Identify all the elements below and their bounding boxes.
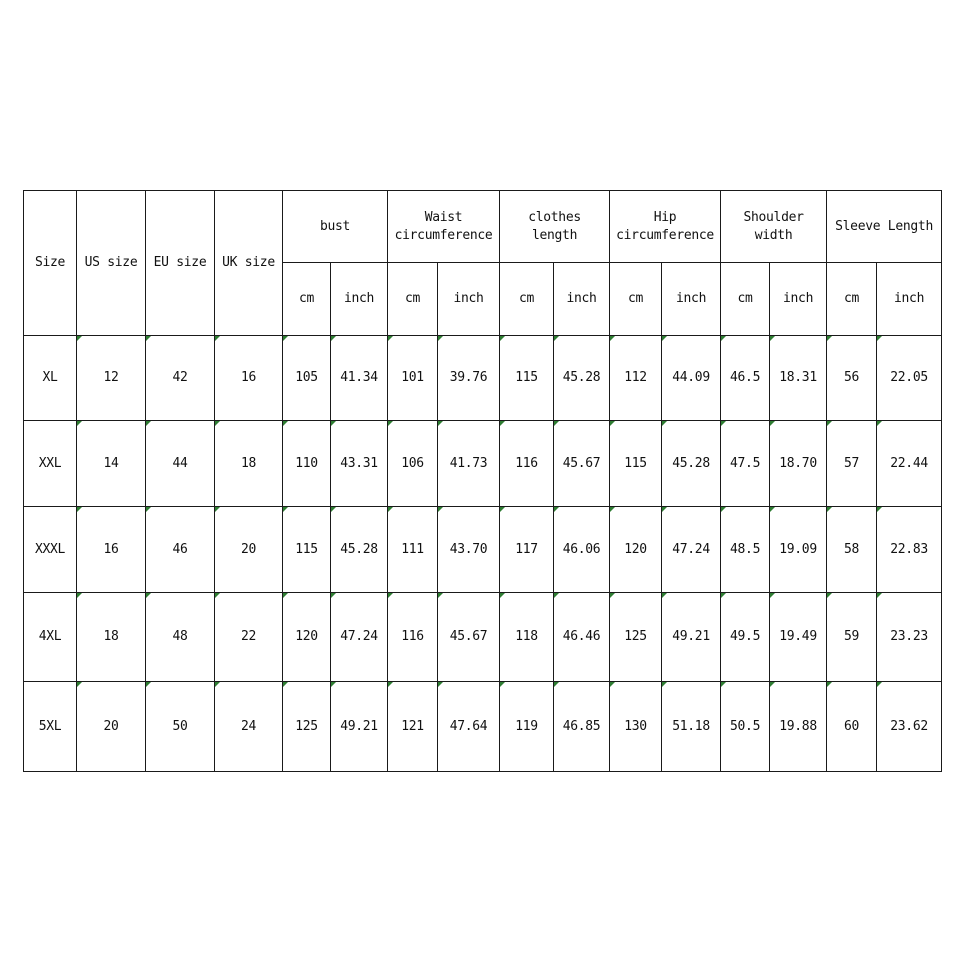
size-cell: 5XL: [24, 682, 77, 772]
unit-inch: inch: [662, 263, 721, 336]
hip-cm-cell: [610, 507, 662, 593]
table-row: [24, 593, 942, 682]
cell-marker-icon: [662, 421, 667, 426]
header-row-groups: [24, 191, 942, 263]
hip-cm-cell: [610, 421, 662, 507]
hip-inch-value: 44.09: [672, 370, 710, 385]
waist-cm-cell: [388, 336, 438, 421]
waist-inch-value: 39.76: [449, 370, 488, 385]
length-cm-value: 117: [515, 541, 538, 557]
bust-cm-cell: [283, 507, 331, 593]
cell-marker-icon: [770, 336, 775, 341]
waist-cm-value: 106: [401, 455, 424, 471]
sleeve-inch-value: 22.05: [890, 370, 928, 385]
length-inch-value: 45.28: [562, 370, 601, 385]
sleeve-cm-cell: [827, 421, 877, 507]
table-row: [24, 336, 942, 421]
sleeve-inch-value: 23.62: [890, 718, 928, 734]
sleeve-cm-cell: [827, 682, 877, 772]
bust-cm-cell: [283, 593, 331, 682]
length-inch-cell: [554, 421, 610, 507]
bust-inch-value: 43.31: [340, 455, 378, 471]
header-hip-label-2: circumference: [616, 227, 714, 243]
cell-marker-icon: [877, 593, 882, 598]
hip-cm-cell: [610, 682, 662, 772]
cell-marker-icon: [283, 421, 288, 426]
header-bust: [283, 191, 388, 263]
cell-marker-icon: [146, 593, 151, 598]
shoulder-inch-cell: [770, 682, 827, 772]
cell-marker-icon: [283, 682, 288, 687]
header-sleeve-length-label: Sleeve Length: [835, 218, 933, 234]
size-cell: XXL: [24, 421, 77, 507]
cell-marker-icon: [662, 593, 667, 598]
bust-inch-value: 45.28: [340, 541, 378, 557]
cell-marker-icon: [438, 507, 443, 512]
unit-inch: inch: [554, 263, 610, 336]
cell-marker-icon: [388, 336, 393, 341]
length-cm-cell: [500, 421, 554, 507]
cell-marker-icon: [331, 421, 336, 426]
eu-size-cell: [146, 593, 215, 682]
unit-inch: inch: [770, 263, 827, 336]
hip-inch-cell: [662, 593, 721, 682]
table-row: [24, 421, 942, 507]
length-inch-cell: [554, 593, 610, 682]
length-cm-value: 118: [515, 629, 538, 644]
bust-cm-value: 110: [295, 455, 318, 471]
shoulder-cm-value: 48.5: [729, 541, 761, 557]
length-inch-value: 45.67: [562, 455, 601, 471]
cell-marker-icon: [331, 507, 336, 512]
sleeve-inch-cell: [877, 507, 942, 593]
waist-inch-value: 41.73: [449, 455, 488, 471]
cell-marker-icon: [77, 421, 82, 426]
waist-cm-value: 116: [401, 629, 424, 644]
cell-marker-icon: [500, 682, 505, 687]
waist-cm-value: 101: [401, 370, 424, 385]
length-cm-cell: [500, 507, 554, 593]
hip-cm-value: 112: [624, 370, 647, 385]
size-cell: 4XL: [24, 593, 77, 682]
cell-marker-icon: [388, 507, 393, 512]
cell-marker-icon: [500, 507, 505, 512]
cell-marker-icon: [215, 682, 220, 687]
cell-marker-icon: [721, 507, 726, 512]
bust-inch-cell: [331, 593, 388, 682]
cell-marker-icon: [877, 336, 882, 341]
length-cm-value: 119: [515, 718, 538, 734]
bust-inch-cell: [331, 421, 388, 507]
cell-marker-icon: [610, 507, 615, 512]
waist-cm-cell: [388, 421, 438, 507]
cell-marker-icon: [827, 336, 832, 341]
eu-size-cell: [146, 336, 215, 421]
waist-inch-value: 47.64: [449, 718, 488, 734]
cell-marker-icon: [554, 593, 559, 598]
waist-inch-value: 45.67: [449, 629, 488, 644]
uk-size-cell: [215, 682, 283, 772]
bust-inch-cell: [331, 682, 388, 772]
cell-marker-icon: [146, 421, 151, 426]
cell-marker-icon: [331, 336, 336, 341]
bust-cm-value: 105: [295, 370, 318, 385]
length-inch-cell: [554, 682, 610, 772]
header-uk-size: UK size: [215, 191, 283, 336]
us-size-value: 16: [103, 541, 119, 557]
cell-marker-icon: [215, 593, 220, 598]
cell-marker-icon: [388, 682, 393, 687]
length-inch-cell: [554, 336, 610, 421]
header-clothes-length-label: clothes: [528, 209, 581, 225]
sleeve-inch-value: 22.44: [890, 455, 928, 471]
unit-cm: cm: [721, 263, 770, 336]
header-shoulder-label-2: width: [754, 227, 793, 243]
cell-marker-icon: [610, 336, 615, 341]
length-cm-cell: [500, 682, 554, 772]
cell-marker-icon: [215, 507, 220, 512]
unit-cm: cm: [500, 263, 554, 336]
uk-size-value: 22: [240, 629, 257, 644]
us-size-value: 18: [103, 629, 119, 644]
cell-marker-icon: [610, 421, 615, 426]
cell-marker-icon: [77, 336, 82, 341]
bust-inch-cell: [331, 507, 388, 593]
uk-size-cell: [215, 507, 283, 593]
length-inch-value: 46.06: [562, 541, 601, 557]
shoulder-cm-cell: [721, 421, 770, 507]
cell-marker-icon: [283, 507, 288, 512]
shoulder-inch-value: 18.31: [779, 370, 817, 385]
hip-cm-value: 120: [624, 541, 647, 557]
bust-inch-value: 41.34: [340, 370, 378, 385]
cell-marker-icon: [146, 507, 151, 512]
header-shoulder-label: Shoulder: [743, 209, 804, 225]
cell-marker-icon: [554, 336, 559, 341]
waist-cm-cell: [388, 682, 438, 772]
waist-inch-cell: [438, 336, 500, 421]
sleeve-inch-cell: [877, 421, 942, 507]
us-size-cell: [77, 593, 146, 682]
cell-marker-icon: [721, 593, 726, 598]
hip-cm-value: 125: [624, 629, 647, 644]
hip-inch-value: 45.28: [672, 455, 710, 471]
bust-cm-value: 115: [295, 541, 318, 557]
cell-marker-icon: [877, 421, 882, 426]
cell-marker-icon: [146, 336, 151, 341]
shoulder-inch-cell: [770, 507, 827, 593]
header-hip: [610, 191, 721, 263]
bust-cm-value: 125: [295, 718, 318, 734]
us-size-cell: [77, 336, 146, 421]
cell-marker-icon: [721, 421, 726, 426]
eu-size-value: 48: [172, 629, 188, 644]
us-size-value: 14: [103, 455, 119, 471]
bust-cm-value: 120: [295, 629, 318, 644]
eu-size-cell: [146, 507, 215, 593]
unit-cm: cm: [283, 263, 331, 336]
hip-cm-cell: [610, 336, 662, 421]
sleeve-cm-cell: [827, 593, 877, 682]
hip-inch-value: 49.21: [672, 629, 710, 644]
cell-marker-icon: [770, 682, 775, 687]
cell-marker-icon: [770, 507, 775, 512]
cell-marker-icon: [77, 593, 82, 598]
length-inch-value: 46.85: [562, 718, 601, 734]
header-shoulder: [721, 191, 827, 263]
hip-inch-value: 47.24: [672, 541, 710, 557]
unit-cm: cm: [388, 263, 438, 336]
us-size-value: 20: [103, 718, 119, 734]
cell-marker-icon: [662, 507, 667, 512]
header-us-size: US size: [77, 191, 146, 336]
eu-size-cell: [146, 421, 215, 507]
length-cm-cell: [500, 336, 554, 421]
sleeve-cm-value: 59: [844, 629, 860, 644]
unit-inch: inch: [331, 263, 388, 336]
cell-marker-icon: [77, 682, 82, 687]
cell-marker-icon: [827, 421, 832, 426]
header-waist-label-2: circumference: [394, 227, 493, 243]
bust-inch-cell: [331, 336, 388, 421]
bust-cm-cell: [283, 421, 331, 507]
eu-size-value: 46: [172, 541, 188, 557]
cell-marker-icon: [827, 682, 832, 687]
shoulder-inch-cell: [770, 336, 827, 421]
header-eu-size: EU size: [146, 191, 215, 336]
shoulder-inch-value: 19.09: [779, 541, 817, 557]
cell-marker-icon: [554, 421, 559, 426]
shoulder-cm-cell: [721, 336, 770, 421]
cell-marker-icon: [500, 593, 505, 598]
waist-cm-value: 121: [401, 718, 424, 734]
sleeve-cm-value: 58: [844, 541, 860, 557]
cell-marker-icon: [438, 336, 443, 341]
cell-marker-icon: [388, 421, 393, 426]
waist-inch-cell: [438, 421, 500, 507]
unit-cm: cm: [610, 263, 662, 336]
cell-marker-icon: [662, 682, 667, 687]
shoulder-inch-cell: [770, 593, 827, 682]
sleeve-inch-value: 23.23: [890, 629, 928, 644]
shoulder-cm-value: 50.5: [729, 718, 761, 734]
cell-marker-icon: [500, 336, 505, 341]
waist-cm-value: 111: [401, 541, 424, 557]
header-clothes-length: [500, 191, 610, 263]
cell-marker-icon: [721, 682, 726, 687]
uk-size-cell: [215, 421, 283, 507]
hip-inch-cell: [662, 336, 721, 421]
unit-inch: inch: [438, 263, 500, 336]
sleeve-inch-value: 22.83: [890, 541, 928, 557]
cell-marker-icon: [215, 421, 220, 426]
cell-marker-icon: [331, 593, 336, 598]
hip-cm-cell: [610, 593, 662, 682]
cell-marker-icon: [77, 507, 82, 512]
waist-inch-cell: [438, 682, 500, 772]
cell-marker-icon: [283, 593, 288, 598]
length-cm-value: 115: [515, 370, 538, 385]
cell-marker-icon: [827, 507, 832, 512]
uk-size-value: 24: [240, 718, 257, 734]
cell-marker-icon: [721, 336, 726, 341]
shoulder-inch-value: 19.88: [779, 718, 817, 734]
waist-cm-cell: [388, 507, 438, 593]
waist-inch-cell: [438, 593, 500, 682]
cell-marker-icon: [283, 336, 288, 341]
cell-marker-icon: [146, 682, 151, 687]
length-cm-cell: [500, 593, 554, 682]
header-hip-label: Hip: [653, 209, 677, 225]
uk-size-value: 16: [240, 370, 257, 385]
cell-marker-icon: [554, 682, 559, 687]
hip-inch-cell: [662, 682, 721, 772]
cell-marker-icon: [877, 682, 882, 687]
size-cell: XL: [24, 336, 77, 421]
sleeve-inch-cell: [877, 336, 942, 421]
hip-inch-cell: [662, 421, 721, 507]
bust-inch-value: 49.21: [340, 718, 378, 734]
header-bust-label: bust: [319, 218, 351, 234]
header-sleeve-length: [827, 191, 942, 263]
shoulder-cm-cell: [721, 682, 770, 772]
eu-size-value: 42: [172, 370, 188, 385]
length-cm-value: 116: [515, 455, 538, 471]
table-row: [24, 682, 942, 772]
cell-marker-icon: [770, 421, 775, 426]
cell-marker-icon: [438, 593, 443, 598]
shoulder-inch-value: 18.70: [779, 455, 817, 471]
waist-cm-cell: [388, 593, 438, 682]
hip-inch-cell: [662, 507, 721, 593]
bust-cm-cell: [283, 336, 331, 421]
cell-marker-icon: [331, 682, 336, 687]
us-size-value: 12: [103, 370, 119, 385]
bust-inch-value: 47.24: [340, 629, 378, 644]
header-waist-label: Waist: [424, 209, 463, 225]
waist-inch-value: 43.70: [449, 541, 488, 557]
cell-marker-icon: [827, 593, 832, 598]
shoulder-cm-value: 47.5: [729, 455, 761, 471]
waist-inch-cell: [438, 507, 500, 593]
cell-marker-icon: [770, 593, 775, 598]
cell-marker-icon: [662, 336, 667, 341]
uk-size-value: 20: [240, 541, 257, 557]
header-waist: [388, 191, 500, 263]
eu-size-value: 50: [172, 718, 188, 734]
header-size: Size: [24, 191, 77, 336]
uk-size-cell: [215, 336, 283, 421]
shoulder-inch-cell: [770, 421, 827, 507]
hip-inch-value: 51.18: [672, 718, 710, 734]
shoulder-cm-value: 46.5: [729, 370, 761, 385]
shoulder-cm-value: 49.5: [729, 629, 761, 644]
uk-size-cell: [215, 593, 283, 682]
length-inch-cell: [554, 507, 610, 593]
cell-marker-icon: [388, 593, 393, 598]
unit-inch: inch: [877, 263, 942, 336]
eu-size-value: 44: [172, 455, 188, 471]
us-size-cell: [77, 507, 146, 593]
bust-cm-cell: [283, 682, 331, 772]
size-chart-table: [23, 190, 942, 772]
length-inch-value: 46.46: [562, 629, 601, 644]
uk-size-value: 18: [240, 455, 257, 471]
sleeve-inch-cell: [877, 682, 942, 772]
hip-cm-value: 130: [624, 718, 647, 734]
sleeve-cm-value: 57: [844, 455, 860, 471]
sleeve-inch-cell: [877, 593, 942, 682]
shoulder-cm-cell: [721, 507, 770, 593]
sleeve-cm-cell: [827, 507, 877, 593]
cell-marker-icon: [438, 682, 443, 687]
size-cell: XXXL: [24, 507, 77, 593]
header-clothes-length-label-2: length: [531, 227, 578, 243]
us-size-cell: [77, 421, 146, 507]
cell-marker-icon: [610, 593, 615, 598]
table-row: [24, 507, 942, 593]
cell-marker-icon: [500, 421, 505, 426]
shoulder-inch-value: 19.49: [779, 629, 817, 644]
sleeve-cm-value: 60: [844, 718, 860, 734]
sleeve-cm-value: 56: [844, 370, 860, 385]
cell-marker-icon: [610, 682, 615, 687]
cell-marker-icon: [554, 507, 559, 512]
cell-marker-icon: [877, 507, 882, 512]
shoulder-cm-cell: [721, 593, 770, 682]
unit-cm: cm: [827, 263, 877, 336]
eu-size-cell: [146, 682, 215, 772]
hip-cm-value: 115: [624, 455, 647, 471]
sleeve-cm-cell: [827, 336, 877, 421]
us-size-cell: [77, 682, 146, 772]
cell-marker-icon: [215, 336, 220, 341]
cell-marker-icon: [438, 421, 443, 426]
